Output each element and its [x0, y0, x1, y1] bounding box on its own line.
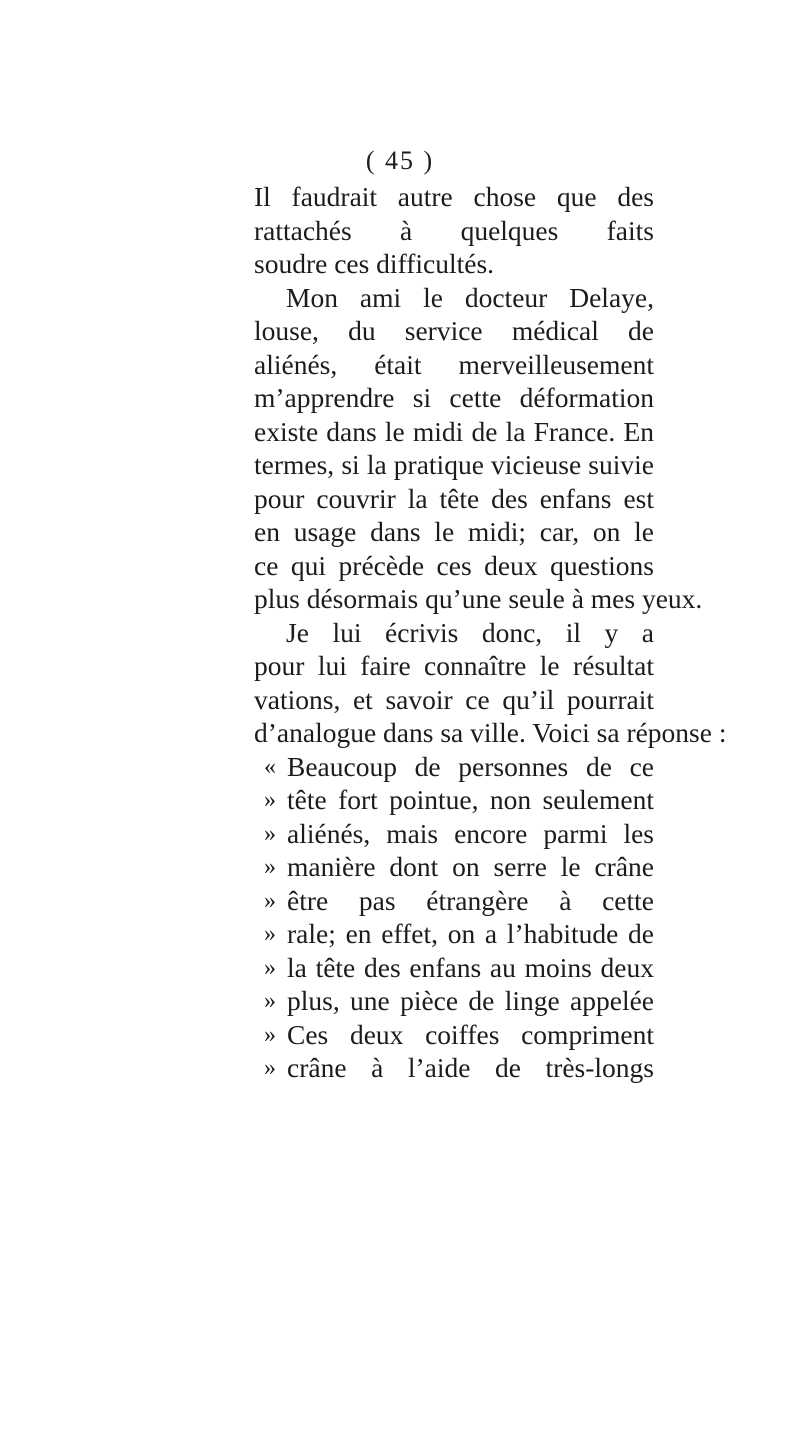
text-line: être pas étrangère à cette — [287, 884, 654, 916]
text-line: Ces deux coiffes compriment — [287, 1018, 654, 1050]
text-line: Beaucoup de personnes de ce — [287, 750, 654, 782]
quote-mark: » — [264, 820, 276, 847]
text-line: vations, et savoir ce qu’il pourrait — [254, 683, 654, 715]
text-line: Mon ami le docteur Delaye, — [286, 281, 654, 313]
text-line: manière dont on serre le crâne — [287, 851, 654, 882]
text-line: soudre ces difficultés. — [254, 248, 495, 279]
text-line: tête fort pointue, non seulement — [287, 784, 654, 815]
text-line: en usage dans le midi; car, on le — [254, 516, 654, 547]
text-line: plus, une pièce de linge appelée — [287, 985, 654, 1016]
text-line: existe dans le midi de la France. En — [254, 415, 654, 447]
quote-mark: » — [264, 1021, 276, 1048]
text-line: termes, si la pratique vicieuse suivie — [254, 449, 654, 480]
text-line: ce qui précède ces deux questions — [254, 549, 654, 581]
text-line: aliénés, mais encore parmi les — [287, 817, 654, 849]
text-line: la tête des enfans au moins deux — [287, 951, 654, 983]
text-line: pour lui faire connaître le résultat — [254, 650, 654, 681]
text-line: louse, du service médical de — [254, 315, 654, 346]
text-line: m’apprendre si cette déformation — [254, 382, 654, 413]
text-line: plus désormais qu’une seule à mes yeux. — [254, 583, 703, 614]
quote-mark: » — [264, 921, 276, 947]
text-line: pour couvrir la tête des enfans est — [254, 482, 654, 514]
page-number: ( 45 ) — [365, 146, 435, 175]
quote-mark: » — [264, 954, 276, 981]
quote-mark: « — [264, 753, 276, 780]
text-line: aliénés, était merveilleusement — [254, 348, 654, 380]
text-line: rattachés à quelques faits — [254, 214, 654, 246]
text-line: d’analogue dans sa ville. Voici sa réponse : — [254, 717, 727, 748]
quote-mark: » — [264, 988, 276, 1014]
quote-mark: » — [264, 787, 276, 813]
quote-mark: » — [264, 854, 276, 880]
text-line: Il faudrait autre chose que des — [254, 181, 654, 212]
quote-mark: » — [264, 887, 276, 914]
text-line: rale; en effet, on a l’habitude de — [287, 918, 654, 949]
quote-mark: » — [264, 1055, 276, 1081]
text-line: crâne à l’aide de très-longs — [287, 1052, 654, 1083]
text-line: Je lui écrivis donc, il y a — [286, 616, 654, 648]
